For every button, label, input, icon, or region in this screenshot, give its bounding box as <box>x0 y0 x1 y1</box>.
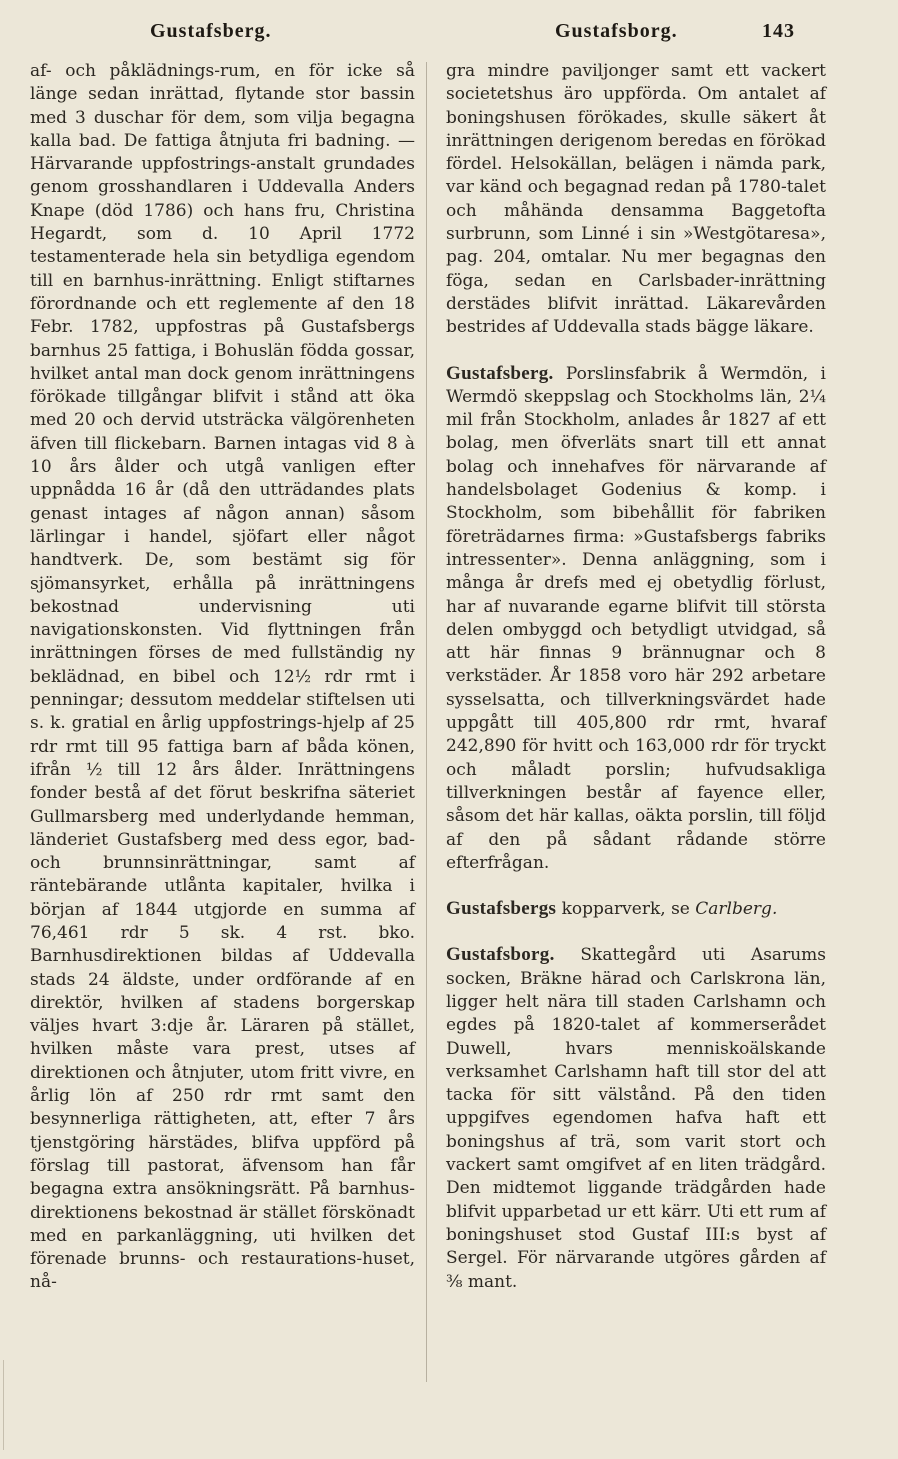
running-head-left: Gustafsberg. <box>150 20 272 42</box>
left-column-text: af- och påklädnings-rum, en för icke så länge sedan inrättad, flytande stor bassin med 3 duschar för dem, som vilja begagna kalla bad. De fattiga åtnjuta fri badning. — Härvarande uppfostrings-anstalt grundades genom grosshandlaren i Uddevalla Anders Knape (död 1786) och hans fru, Christina Hegardt, som d. 10 April 1772 testamenterade hela sin betydliga egendom till en barnhus-inrättning. Enligt stiftarnes förordnande och ett reglemente af den 18 Febr. 1782, uppfostras på Gustafsbergs barnhus 25 fattiga, i Bohuslän födda gossar, hvilket antal man dock genom inrättningens förökade tillgångar blifvit i stånd att öka med 20 och dervid utsträcka välgörenheten äfven till flickebarn. Barnen intagas vid 8 à 10 års ålder och utgå vanligen efter uppnådda 16 år (då den utträdandes plats genast intages af någon annan) såsom lärlingar i handel, sjöfart eller något handtverk. De, som bestämt sig för sjömansyrket, erhålla på inrättningens bekostnad undervisning uti navigationskonsten. Vid flyttningen från inrättningen förses de med fullständig ny beklädnad, en bibel och 12½ rdr rmt i penningar; dessutom meddelar stiftelsen uti s. k. gratial en årlig uppfostrings-hjelp af 25 rdr rmt till 95 fattiga barn af båda könen, ifrån ½ till 12 års ålder. Inrättningens fonder bestå af det förut beskrifna säteriet Gullmarsberg med underlydande hemman, länderiet Gustafsberg med dess egor, bad- och brunnsinrättningar, samt af räntebärande utlånta kapitaler, hvilka i början af 1844 utgjorde en summa af 76,461 rdr 5 sk. 4 rst. bko. Barnhusdirektionen bildas af Uddevalla stads 24 äldste, under ordförande af en direktör, hvilken af stadens borgerskap väljes hvart 3:dje år. Läraren på stället, hvilken måste vara prest, utses af direktionen och åtnjuter, utom fritt vivre, en årlig lön af 250 rdr rmt samt den besynnerliga rättigheten, att, efter 7 års tjenstgöring härstädes, blifva uppförd på förslag till pastorat, äfvensom han får begagna extra ansökningsrätt. På barnhus-direktionens bekostnad är stället förskönadt med en parkanläggning, uti hvilken det förenade brunns- och restaurations-huset, nå- <box>30 61 415 1293</box>
right-column <box>446 60 826 1294</box>
entry-headword: Gustafsberg. <box>446 362 554 384</box>
entry-headword: Gustafsbergs <box>446 898 557 920</box>
entry-body: Porslinsfabrik å Wermdön, i Wermdö skeppslag och Stockholms län, 2¼ mil från Stockholm, anlades år 1827 af ett bolag, men öfverläts snart till ett annat bolag och innehafves för närvarande af handelsbolaget Godenius & komp. i Stockholm, som bibehållit för fabriken företrädarnes firma: »Gustafsbergs fabriks intressenter». Denna anläggning, som i många år drefs med ej obetydlig förlust, har af nuvarande egarne blifvit till största delen ombyggd och betydligt utvidgad, så att här finnas 9 brännugnar och 8 verkstäder. År 1858 voro här 292 arbetare sysselsatta, och tillverkningsvärdet hade uppgått till 405,800 rdr rmt, hvaraf 242,890 för hvitt och 163,000 rdr för tryckt och måladt porslin; hufvudsakliga tillverkningen består af fayence eller, såsom det här kallas, oäkta porslin, till följd af den på sådant rådande större efterfrågan. <box>446 363 826 873</box>
continuation-paragraph: gra mindre paviljonger samt ett vackert societetshus äro uppförda. Om antalet af boningshusen förökades, skulle säkert åt inrättningen derigenom beredas en förökad fördel. Helsokällan, belägen i nämda park, var känd och begagnad redan på 1780-talet och måhända densamma Baggetofta surbrunn, som Linné i sin »Westgötaresa», pag. 204, omtalar. Nu mer begagnas den föga, sedan en Carlsbader-inrättning derstädes blifvit inrättad. Läkarevården bestrides af Uddevalla stads bägge läkare. <box>446 61 826 338</box>
entry-gustafsbergs-kopparverk <box>446 897 826 921</box>
page-number: 143 <box>762 20 795 42</box>
entry-gustafsberg-porslinsfabrik <box>446 362 826 876</box>
entry-body: kopparverk, se <box>556 899 696 920</box>
left-column <box>30 60 415 1295</box>
entry-body: Skattegård uti Asarums socken, Bräkne härad och Carlskrona län, ligger helt nära till staden Carlshamn och egdes på 1820-talet af kommerserådet Duwell, hvars menniskoälskande verksamhet Carlshamn haft till stor del att tacka för sitt välstånd. På den tiden uppgifves egendomen hafva haft ett boningshus af trä, som varit stort och vackert samt omgifvet af en liten trädgård. Den midtemot liggande trädgården hade blifvit upparbetad ur ett kärr. Uti ett rum af boningshuset stod Gustaf III:s byst af Sergel. För närvarande utgöres gården af ⅜ mant. <box>446 945 826 1292</box>
cross-reference: Carlberg. <box>695 899 778 920</box>
entry-headword: Gustafsborg. <box>446 944 555 966</box>
entry-gustafsborg <box>446 943 826 1293</box>
page-edge-mark <box>3 1360 4 1450</box>
column-divider <box>426 62 427 1382</box>
running-head-right: Gustafsborg. <box>555 20 678 42</box>
